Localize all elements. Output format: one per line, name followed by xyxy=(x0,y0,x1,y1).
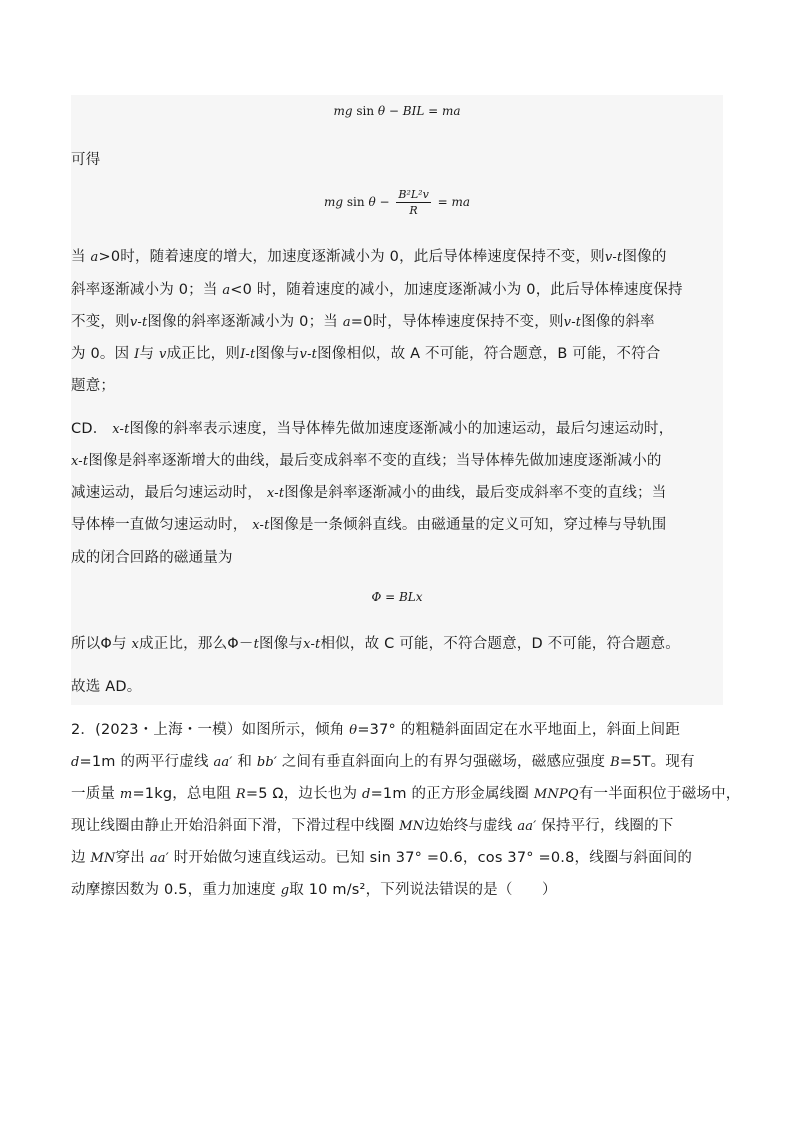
math-symbol: aa′ xyxy=(517,819,537,834)
math-symbol: MN xyxy=(90,851,116,866)
math-symbol: MNPQ xyxy=(533,787,579,802)
q2-line xyxy=(71,750,695,771)
text-segment: 所以Φ与 xyxy=(71,636,132,652)
math-symbol: g xyxy=(280,883,290,898)
para3-line xyxy=(71,632,680,653)
text-segment: =5 Ω，边长也为 xyxy=(245,786,363,802)
math-symbol: θ xyxy=(349,723,358,738)
math-symbol: d xyxy=(362,787,371,802)
math-symbol: a xyxy=(342,315,351,330)
math-symbol: x-t xyxy=(71,454,89,469)
math-symbol: I-t xyxy=(240,347,256,362)
para1-line xyxy=(71,374,115,395)
para1-line xyxy=(71,245,667,266)
para2-line xyxy=(71,417,673,438)
math-symbol: x-t xyxy=(252,518,270,533)
text-segment: 当 xyxy=(71,249,91,265)
q2-line xyxy=(71,846,692,867)
math-symbol: v-t xyxy=(563,315,582,330)
text-segment: =1m 的正方形金属线圈 xyxy=(370,786,534,802)
text-segment: 图像相似，故 A 不可能，符合题意，B 可能，不符合 xyxy=(317,346,661,362)
eq2-numerator: B²L²v xyxy=(398,188,429,201)
text-segment: 时开始做匀速直线运动。已知 sin 37° =0.6，cos 37° =0.8，线圈与斜面间的 xyxy=(168,850,693,866)
text-segment: =1m 的两平行虚线 xyxy=(79,754,214,770)
eq2-fraction xyxy=(396,188,430,217)
math-symbol: v-t xyxy=(299,347,318,362)
text-segment: 图像与 xyxy=(259,636,304,652)
text-segment: 图像的斜率逐渐减小为 0；当 xyxy=(147,314,343,330)
text-segment: 图像的斜率 xyxy=(581,314,655,330)
eq2-sin: sin xyxy=(346,195,365,209)
math-symbol: MN xyxy=(399,819,425,834)
text-segment: 取 10 m/s²，下列说法错误的是（ ） xyxy=(289,882,557,898)
text-segment: 现让线圈由静止开始沿斜面下滑，下滑过程中线圈 xyxy=(71,818,400,834)
text-segment: 图像的斜率表示速度，当导体棒先做加速度逐渐减小的加速运动，最后匀速运动时， xyxy=(129,421,674,437)
eq2-theta: θ − xyxy=(368,195,390,209)
math-symbol: a xyxy=(90,250,99,265)
equation-2 xyxy=(71,188,723,217)
q2-line xyxy=(71,814,674,835)
math-symbol: B xyxy=(610,755,620,770)
eq1-term-rest: θ − BIL = ma xyxy=(377,104,461,118)
math-symbol: v-t xyxy=(129,315,148,330)
text-segment: 边始终与虚线 xyxy=(424,818,518,834)
para1-line xyxy=(71,310,655,331)
solution-background xyxy=(71,95,723,705)
label-kede: 可得 xyxy=(71,152,101,168)
para2-line xyxy=(71,513,666,534)
text-segment: 动摩擦因数为 0.5，重力加速度 xyxy=(71,882,281,898)
eq1-term-a: mg xyxy=(333,104,353,118)
text-segment: 图像的 xyxy=(622,249,667,265)
text-segment: 边 xyxy=(71,850,91,866)
para2-line xyxy=(71,546,233,567)
eq2-post: = ma xyxy=(437,195,471,209)
text-segment: 斜率逐渐减小为 0；当 xyxy=(71,282,223,298)
math-symbol: x-t xyxy=(112,422,130,437)
math-symbol: bb′ xyxy=(256,755,278,770)
text-segment: =1kg，总电阻 xyxy=(132,786,236,802)
eq1-term-sin: sin xyxy=(356,104,375,118)
math-symbol: x xyxy=(131,637,140,652)
text-segment: 成正比，那么Φ－ xyxy=(139,636,254,652)
eq2-denominator: R xyxy=(409,204,418,217)
math-symbol: I xyxy=(134,347,140,362)
eq2-pre: mg xyxy=(323,195,344,209)
text-segment: 导体棒一直做匀速运动时， xyxy=(71,517,253,533)
text-segment: 成正比，则 xyxy=(166,346,241,362)
text-segment: 减速运动，最后匀速运动时， xyxy=(71,485,267,501)
text-segment: 图像是一条倾斜直线。由磁通量的定义可知，穿过棒与导轨围 xyxy=(269,517,667,533)
para2-line xyxy=(71,481,666,502)
text-segment: 相似，故 C 可能，不符合题意，D 不可能，符合题意。 xyxy=(320,636,680,652)
math-symbol: m xyxy=(119,787,133,802)
math-symbol: x-t xyxy=(303,637,321,652)
text-segment: 题意； xyxy=(71,378,116,394)
math-symbol: v-t xyxy=(604,250,623,265)
math-symbol: x-t xyxy=(266,486,285,501)
text-segment: =37° 的粗糙斜面固定在水平地面上，斜面上间距 xyxy=(357,722,681,738)
text-segment: 图像是斜率逐渐增大的曲线，最后变成斜率不变的直线；当导体棒先做加速度逐渐减小的 xyxy=(88,453,662,469)
text-segment: 2．(2023・上海・一模）如图所示，倾角 xyxy=(71,722,350,738)
text-segment: 和 xyxy=(232,754,257,770)
text-segment: 有一半面积位于磁场中， xyxy=(578,786,741,802)
para1-line xyxy=(71,278,683,299)
text-segment: 与 xyxy=(139,346,160,362)
text-segment: >0时，随着速度的增大，加速度逐渐减小为 0，此后导体棒速度保持不变，则 xyxy=(98,249,605,265)
math-symbol: aa′ xyxy=(149,851,169,866)
para1-line xyxy=(71,342,661,363)
q2-line xyxy=(71,718,680,739)
q2-line xyxy=(71,782,741,803)
text-segment: 成的闭合回路的磁通量为 xyxy=(71,550,233,566)
para2-line xyxy=(71,449,662,470)
text-segment: 穿出 xyxy=(115,850,150,866)
text-segment: =5T。现有 xyxy=(619,754,695,770)
text-segment: 之间有垂直斜面向上的有界匀强磁场，磁感应强度 xyxy=(277,754,611,770)
math-symbol: v xyxy=(159,347,167,362)
math-symbol: d xyxy=(71,755,80,770)
math-symbol: aa′ xyxy=(213,755,233,770)
text-segment: 图像与 xyxy=(255,346,300,362)
text-segment: 不变，则 xyxy=(71,314,130,330)
text-segment: CD． xyxy=(71,421,113,437)
text-segment: 为 0。因 xyxy=(71,346,135,362)
equation-1 xyxy=(71,104,723,118)
equation-3: Φ = BLx xyxy=(371,590,423,604)
text-segment: <0 时，随着速度的减小，加速度逐渐减小为 0，此后导体棒速度保持 xyxy=(230,282,683,298)
q2-line xyxy=(71,878,557,899)
text-segment: 一质量 xyxy=(71,786,120,802)
math-symbol: R xyxy=(235,787,246,802)
text-segment: 图像是斜率逐渐减小的曲线，最后变成斜率不变的直线；当 xyxy=(284,485,667,501)
text-segment: 保持平行，线圈的下 xyxy=(536,818,674,834)
answer-line: 故选 AD。 xyxy=(71,679,142,695)
math-symbol: a xyxy=(222,283,231,298)
math-symbol: t xyxy=(253,637,260,652)
text-segment: =0时，导体棒速度保持不变，则 xyxy=(350,314,564,330)
